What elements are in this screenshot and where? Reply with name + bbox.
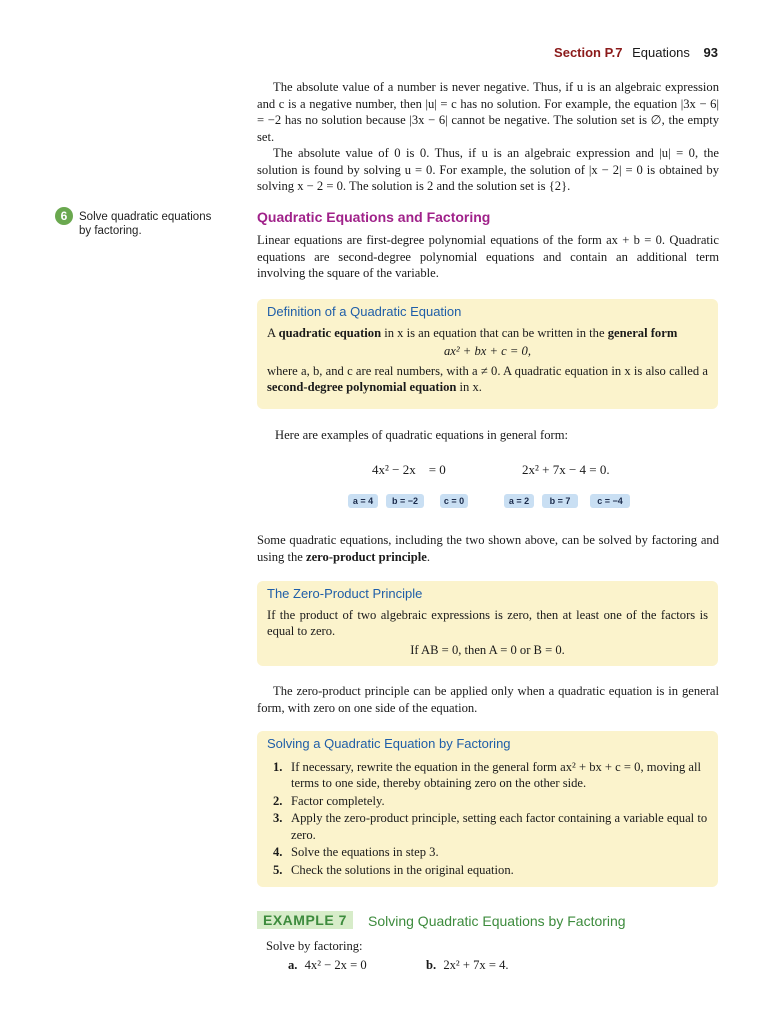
zero-product-text: If the product of two algebraic expressions is zero, then at least one of the factors is equal to zero. bbox=[267, 607, 708, 638]
definition-text-2a: where a, b, and c are real numbers, with a ≠ 0. A quadratic equation in x is also called a bbox=[267, 363, 708, 378]
part-a-label: a. bbox=[288, 958, 298, 972]
step-item bbox=[273, 862, 708, 879]
step-number: 5. bbox=[273, 862, 283, 877]
definition-text-c: in x is an equation that can be written in the bbox=[381, 325, 608, 340]
definition-box bbox=[257, 299, 718, 409]
example-part-a bbox=[288, 958, 367, 973]
zero-product-intro bbox=[257, 532, 719, 565]
step-text: Factor completely. bbox=[291, 793, 385, 808]
example-title: Solving Quadratic Equations by Factoring bbox=[368, 913, 626, 929]
definition-text-2c: in x. bbox=[456, 380, 482, 394]
part-a-equation: 4x² − 2x = 0 bbox=[304, 958, 367, 972]
definition-text-a: A bbox=[267, 325, 279, 340]
step-item bbox=[273, 759, 708, 792]
solving-box-title: Solving a Quadratic Equation by Factoring bbox=[267, 736, 511, 751]
zero-product-box-title: The Zero-Product Principle bbox=[267, 586, 423, 601]
objective-number-badge: 6 bbox=[55, 207, 73, 225]
section-label: Section P.7 bbox=[554, 45, 623, 60]
examples-intro: Here are examples of quadratic equations in general form: bbox=[275, 428, 569, 442]
example-equation-2: 2x² + 7x − 4 = 0. bbox=[522, 462, 610, 477]
second-degree-term: second-degree polynomial equation bbox=[267, 380, 457, 394]
general-form-term: general form bbox=[607, 325, 678, 340]
example-equation-1: 4x² − 2x = 0 bbox=[372, 462, 446, 477]
linear-paragraph: Linear equations are first-degree polynomial equations of the form ax + b = 0. Quadratic equations are second-degree polynomial equations and contain an additional term involving the square of the variable. bbox=[257, 233, 719, 280]
step-text: Check the solutions in the original equation. bbox=[291, 862, 514, 877]
step-item bbox=[273, 810, 708, 843]
definition-line-1 bbox=[267, 325, 708, 342]
step-number: 2. bbox=[273, 793, 283, 808]
step-number: 4. bbox=[273, 845, 283, 859]
coefficient-tag-b1: b = −2 bbox=[386, 494, 424, 508]
running-header bbox=[554, 45, 718, 60]
zero-product-intro-block bbox=[257, 532, 719, 565]
intro-block bbox=[257, 79, 719, 195]
coefficient-tag-b2: b = 7 bbox=[542, 494, 578, 508]
step-text: Apply the zero-product principle, setting each factor containing a variable equal to zero. bbox=[291, 811, 708, 842]
general-form-formula: ax² + bx + c = 0, bbox=[444, 344, 531, 358]
coefficient-tag-a2: a = 2 bbox=[504, 494, 534, 508]
part-b-label: b. bbox=[426, 958, 437, 972]
zero-product-term: zero-product principle bbox=[305, 549, 427, 564]
objective-text: Solve quadratic equations by factoring. bbox=[79, 211, 212, 237]
step-number: 3. bbox=[273, 811, 283, 825]
zero-product-intro-end: . bbox=[426, 549, 431, 564]
zero-product-note: The zero-product principle can be applied only when a quadratic equation is in general form, with zero on one side of the equation. bbox=[257, 684, 719, 715]
solving-steps-list bbox=[273, 759, 708, 879]
example-part-b bbox=[426, 958, 509, 973]
zero-product-intro-text: Some quadratic equations, including the two shown above, can be solved by factoring and using the bbox=[257, 533, 719, 564]
step-text: If necessary, rewrite the equation in the general form ax² + bx + c = 0, moving all terms to one side, thereby obtaining zero on the other side. bbox=[291, 759, 701, 790]
zero-product-formula: If AB = 0, then A = 0 or B = 0. bbox=[410, 642, 565, 657]
step-item bbox=[273, 793, 708, 810]
section-title: Equations bbox=[632, 45, 690, 60]
example-tag: EXAMPLE 7 bbox=[257, 911, 353, 929]
definition-box-title: Definition of a Quadratic Equation bbox=[267, 304, 462, 319]
zero-product-box bbox=[257, 581, 718, 666]
zero-product-note-block bbox=[257, 683, 719, 716]
intro-paragraph-1: The absolute value of a number is never negative. Thus, if u is an algebraic expression and c is a negative number, then |u| = c has no solution. For example, the equation |3x − 6| = −2 has no solution because |3x − 6| cannot be negative. The solution set is ∅, the empty set. bbox=[257, 80, 719, 144]
coefficient-tag-c2: c = −4 bbox=[590, 494, 630, 508]
definition-term: quadratic equation bbox=[278, 325, 382, 340]
linear-paragraph-block bbox=[257, 232, 719, 282]
example-prompt: Solve by factoring: bbox=[266, 939, 363, 953]
coefficient-tag-c1: c = 0 bbox=[440, 494, 468, 508]
intro-paragraph-2: The absolute value of 0 is 0. Thus, if u is an algebraic expression and |u| = 0, the solution is found by solving u = 0. For example, the solution of |x − 2| = 0 is obtained by solving x − 2 = 0. The solution is 2 and the solution set is {2}. bbox=[257, 146, 719, 193]
coefficient-tag-a1: a = 4 bbox=[348, 494, 378, 508]
solving-steps-box bbox=[257, 731, 718, 887]
step-number: 1. bbox=[273, 759, 283, 774]
step-item bbox=[273, 844, 708, 861]
section-heading: Quadratic Equations and Factoring bbox=[257, 209, 491, 225]
step-text: Solve the equations in step 3. bbox=[291, 845, 439, 859]
part-b-equation: 2x² + 7x = 4. bbox=[443, 958, 509, 972]
page-number: 93 bbox=[703, 45, 718, 60]
definition-line-2 bbox=[267, 363, 708, 396]
